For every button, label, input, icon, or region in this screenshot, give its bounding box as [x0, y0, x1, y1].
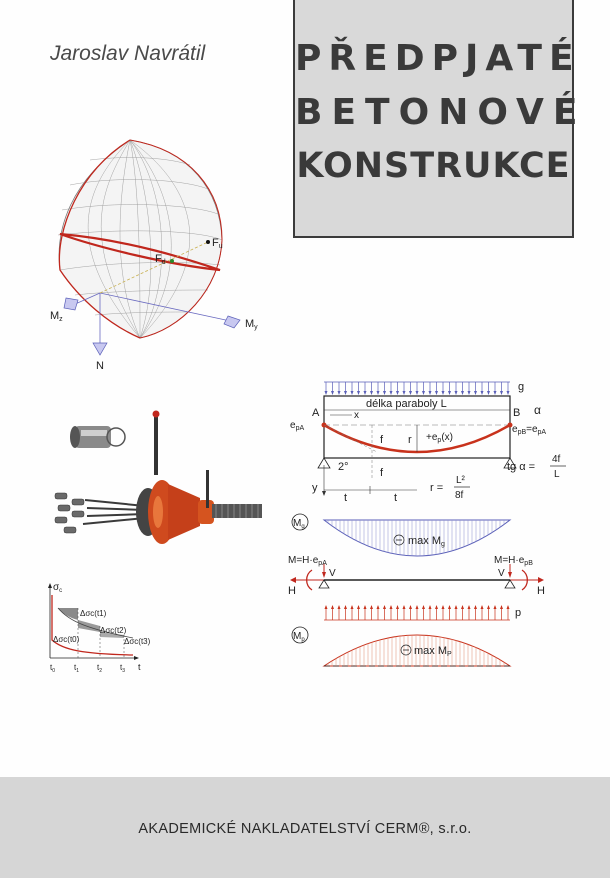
ep-x-label: $+e_p(x)$ — [426, 432, 453, 444]
angle-label: 2° — [338, 461, 349, 473]
losses-annotation-1: Δσc(t1) — [80, 609, 107, 618]
tg-den: L — [554, 469, 560, 480]
y-label: y — [312, 482, 318, 494]
epa-label: $e_{pA}$ — [290, 420, 305, 432]
point-a: A — [312, 407, 320, 419]
tg-num: 4f — [552, 454, 561, 465]
loss-shade-2 — [78, 620, 100, 632]
fu-point — [206, 240, 210, 244]
strand-wedges — [55, 493, 84, 533]
h-label-right: H — [537, 585, 545, 597]
alpha-label: α — [534, 403, 541, 417]
anchor-wedge — [70, 426, 125, 448]
f-label-2: f — [380, 467, 384, 479]
load-label-g: g — [518, 381, 525, 393]
trumpet — [168, 484, 200, 540]
fd-point — [170, 259, 174, 263]
duct — [212, 504, 262, 518]
mz-label: Mz — [50, 310, 63, 323]
r-num: L² — [456, 475, 465, 486]
mg-circle-label: $M_g$ — [293, 518, 305, 530]
t-label-2: t — [394, 492, 398, 504]
r-den: 8f — [455, 490, 464, 501]
loss-shade-1 — [58, 608, 78, 620]
h-label-left: H — [288, 585, 296, 597]
n-marker — [93, 343, 107, 355]
title-panel — [293, 0, 587, 238]
title-line-1: PŘEDPJATÉ — [295, 38, 581, 79]
mp-circle-label: $M_p$ — [293, 631, 305, 643]
r-label: r — [408, 434, 412, 446]
max-mg-label: max Mg — [408, 535, 445, 548]
fu-label: Fu — [212, 237, 223, 250]
tendon-rod-vertical — [154, 415, 158, 475]
epb-label: $e_{pB}=e_{pA}$ — [512, 424, 547, 436]
losses-tick-t2: $t_2$ — [97, 663, 103, 674]
losses-annotation-4: Δσc(t3) — [124, 637, 151, 646]
v-label-left: V — [329, 568, 336, 579]
beam-diagram — [282, 370, 602, 675]
f-label-1: f — [380, 434, 384, 446]
load-label-p: p — [515, 607, 522, 619]
losses-tick-t0: $t_0$ — [50, 663, 56, 674]
t-label-1: t — [344, 492, 348, 504]
anchorage-illustration — [50, 400, 265, 550]
n-label: N — [96, 360, 104, 372]
interaction-diagram — [40, 130, 280, 380]
mh-left-label: $M=H\cdot e_{pA}$ — [288, 555, 327, 567]
losses-tick-t1: $t_1$ — [74, 663, 80, 674]
r-eq-label: r = — [430, 482, 444, 494]
max-mp-label: max MP — [414, 645, 452, 658]
publisher-band — [0, 777, 610, 878]
point-b: B — [513, 407, 521, 419]
parabola-length-label: délka paraboly L — [366, 398, 447, 410]
mesh-surface — [58, 140, 222, 338]
fd-label: Fd — [155, 253, 166, 266]
my-marker — [224, 316, 240, 328]
losses-annotation-2: Δσc(t2) — [100, 626, 127, 635]
v-label-right: V — [498, 568, 505, 579]
my-label: My — [245, 318, 258, 331]
strands — [83, 500, 145, 524]
author-name: Jaroslav Navrátil — [50, 42, 206, 65]
losses-annotation-3: Δσc(t0) — [53, 635, 80, 644]
tg-alpha-label: tg α = — [507, 461, 536, 473]
mh-right-label: $M=H\cdot e_{pB}$ — [494, 555, 533, 567]
title-line-2: BETONOVÉ — [295, 92, 587, 133]
losses-tick-t3: $t_3$ — [120, 663, 126, 674]
losses-graph — [38, 580, 163, 675]
load-arrows-g — [325, 382, 510, 395]
x-label: x — [354, 410, 359, 421]
losses-y-label: $\sigma_c$ — [53, 582, 63, 594]
title-line-3: KONSTRUKCE — [296, 146, 571, 186]
mz-marker — [64, 298, 78, 310]
losses-x-label: t — [138, 662, 141, 672]
publisher-name: AKADEMICKÉ NAKLADATELSTVÍ CERM®, s.r.o. — [138, 821, 472, 837]
load-arrows-p — [325, 605, 510, 620]
